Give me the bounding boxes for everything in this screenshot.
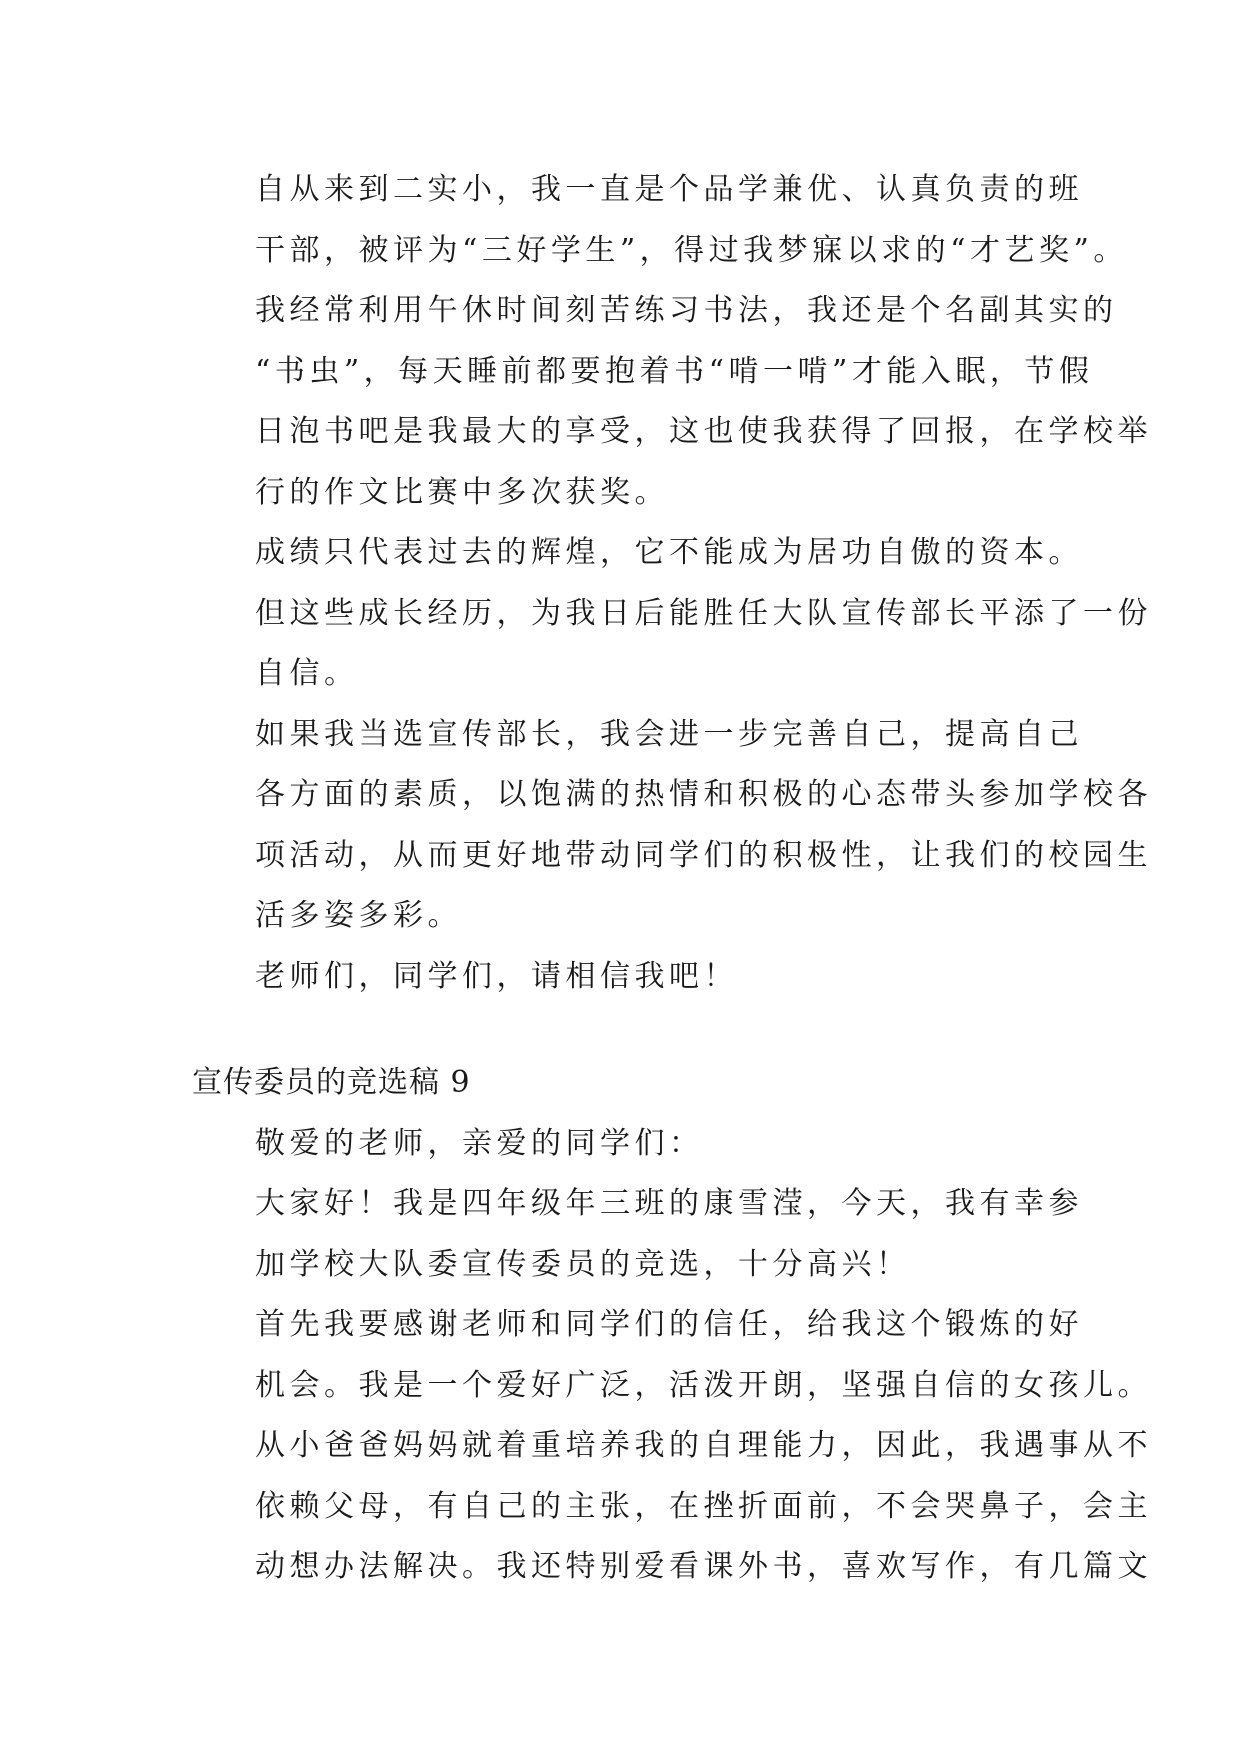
- text-line: 首先我要感谢老师和同学们的信任，给我这个锻炼的好: [255, 1307, 1083, 1342]
- paragraph-promise: [192, 705, 1152, 947]
- paragraph-greeting: [192, 1114, 1052, 1175]
- paragraph-self-description: [192, 1295, 1152, 1598]
- text-line: 成绩只代表过去的辉煌，它不能成为居功自傲的资本。: [255, 535, 1083, 570]
- text-line: 但这些成长经历，为我日后能胜任大队宣传部长平添了一份: [255, 595, 1152, 631]
- paragraph-closing: [192, 947, 1052, 1008]
- text-line: 自从来到二实小，我一直是个品学兼优、认真负责的班: [255, 172, 1083, 207]
- paragraph-introduction: [192, 1174, 1083, 1295]
- paragraph-past-glory: [192, 523, 1152, 705]
- text-line: 从小爸爸妈妈就着重培养我的自理能力，因此，我遇事从不: [255, 1428, 1152, 1463]
- text-line: 如果我当选宣传部长，我会进一步完善自己，提高自己: [255, 716, 1083, 752]
- text-line: 机会。我是一个爱好广泛，活泼开朗，坚强自信的女孩儿。: [255, 1367, 1152, 1403]
- section-heading: 宣传委员的竞选稿 9: [192, 1065, 471, 1100]
- text-line: 动想办法解决。我还特别爱看课外书，喜欢写作，有几篇文: [255, 1549, 1152, 1584]
- text-line: 老师们，同学们，请相信我吧！: [255, 958, 738, 994]
- text-line: 干部，被评为“三好学生”，得过我梦寐以求的“才艺奖”。: [255, 232, 1128, 268]
- text-line: 我经常利用午休时间刻苦练习书法，我还是个名副其实的: [255, 293, 1118, 328]
- text-line: 加学校大队委宣传委员的竞选，十分高兴！: [255, 1246, 911, 1282]
- text-line: 活多姿多彩。: [255, 898, 462, 933]
- text-line: 日泡书吧是我最大的享受，这也使我获得了回报，在学校举: [255, 414, 1152, 449]
- text-line: “书虫”，每天睡前都要抱着书“啃一啃”才能入眠，节假: [255, 353, 1094, 389]
- text-line: 敬爱的老师，亲爱的同学们：: [255, 1125, 704, 1161]
- text-line: 依赖父母，有自己的主张，在挫折面前，不会哭鼻子，会主: [255, 1488, 1152, 1524]
- text-line: 各方面的素质，以饱满的热情和积极的心态带头参加学校各: [255, 777, 1152, 812]
- document-body: [192, 160, 1152, 1598]
- text-line: 自信。: [255, 656, 359, 691]
- text-line: 项活动，从而更好地带动同学们的积极性，让我们的校园生: [255, 837, 1152, 873]
- text-line: 行的作文比赛中多次获奖。: [255, 474, 669, 510]
- text-line: 大家好！我是四年级年三班的康雪滢，今天，我有幸参: [255, 1186, 1083, 1221]
- paragraph-achievements: [192, 160, 1152, 523]
